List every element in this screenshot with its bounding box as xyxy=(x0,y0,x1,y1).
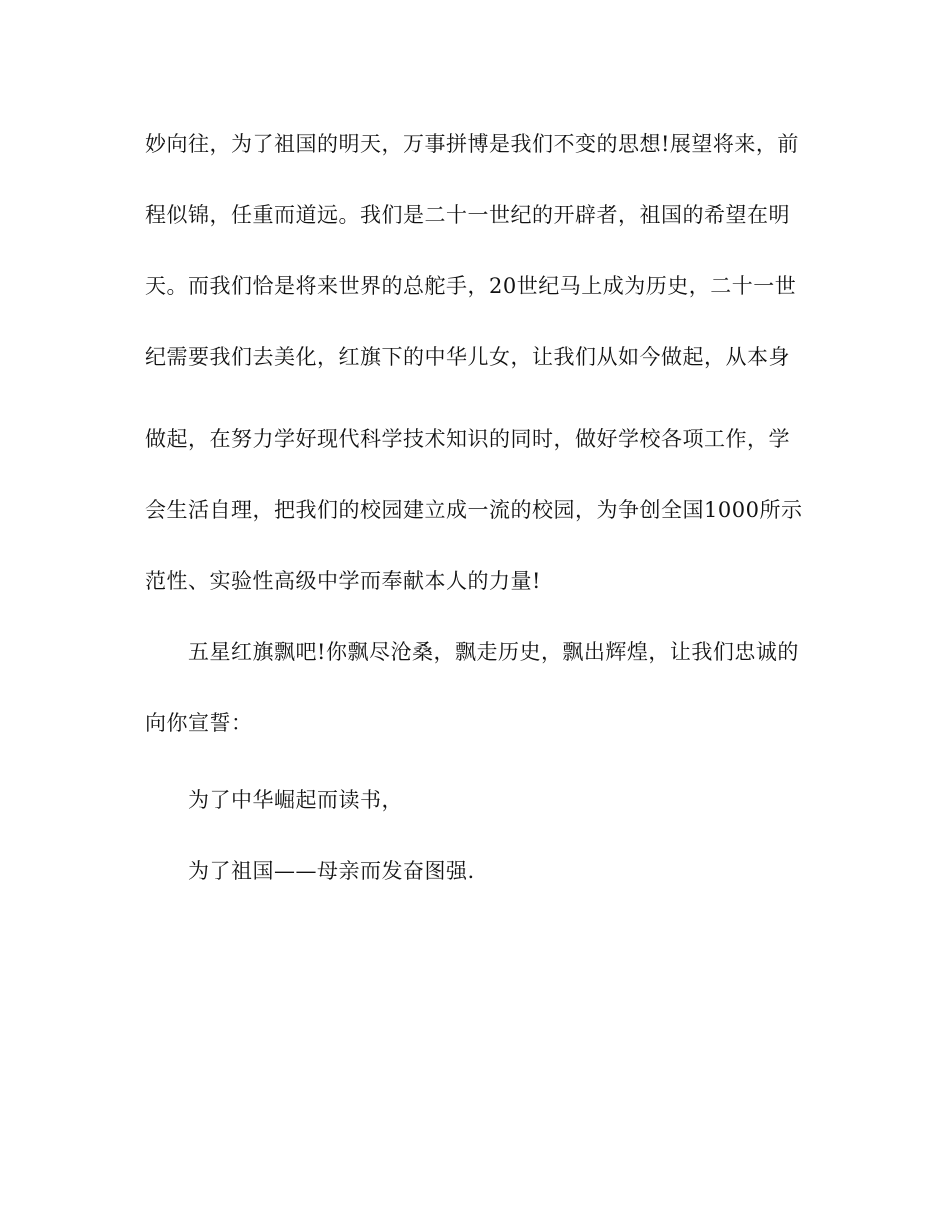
paragraph-2-line-2: 向你宣誓： xyxy=(145,711,253,735)
paragraph-1-line-5: 做起，在努力学好现代科学技术知识的同时，做好学校各项工作，学 xyxy=(145,427,790,451)
oath-line-2: 为了祖国——母亲而发奋图强. xyxy=(188,859,475,883)
paragraph-1-line-3: 天。而我们恰是将来世界的总舵手，20世纪马上成为历史，二十一世 xyxy=(145,274,797,298)
paragraph-1-line-4: 纪需要我们去美化，红旗下的中华儿女，让我们从如今做起，从本身 xyxy=(145,345,790,369)
paragraph-1-line-2: 程似锦，任重而道远。我们是二十一世纪的开辟者，祖国的希望在明 xyxy=(145,203,790,227)
paragraph-1-line-7: 范性、实验性高级中学而奉献本人的力量! xyxy=(145,569,541,593)
paragraph-1-line-6: 会生活自理，把我们的校园建立成一流的校园，为争创全国1000所示 xyxy=(145,498,803,522)
paragraph-1-line-1: 妙向往，为了祖国的明天，万事拼博是我们不变的思想!展望将来，前 xyxy=(145,132,799,156)
paragraph-2-line-1: 五星红旗飘吧!你飘尽沧桑，飘走历史，飘出辉煌，让我们忠诚的 xyxy=(188,640,799,664)
oath-line-1: 为了中华崛起而读书， xyxy=(188,788,403,812)
